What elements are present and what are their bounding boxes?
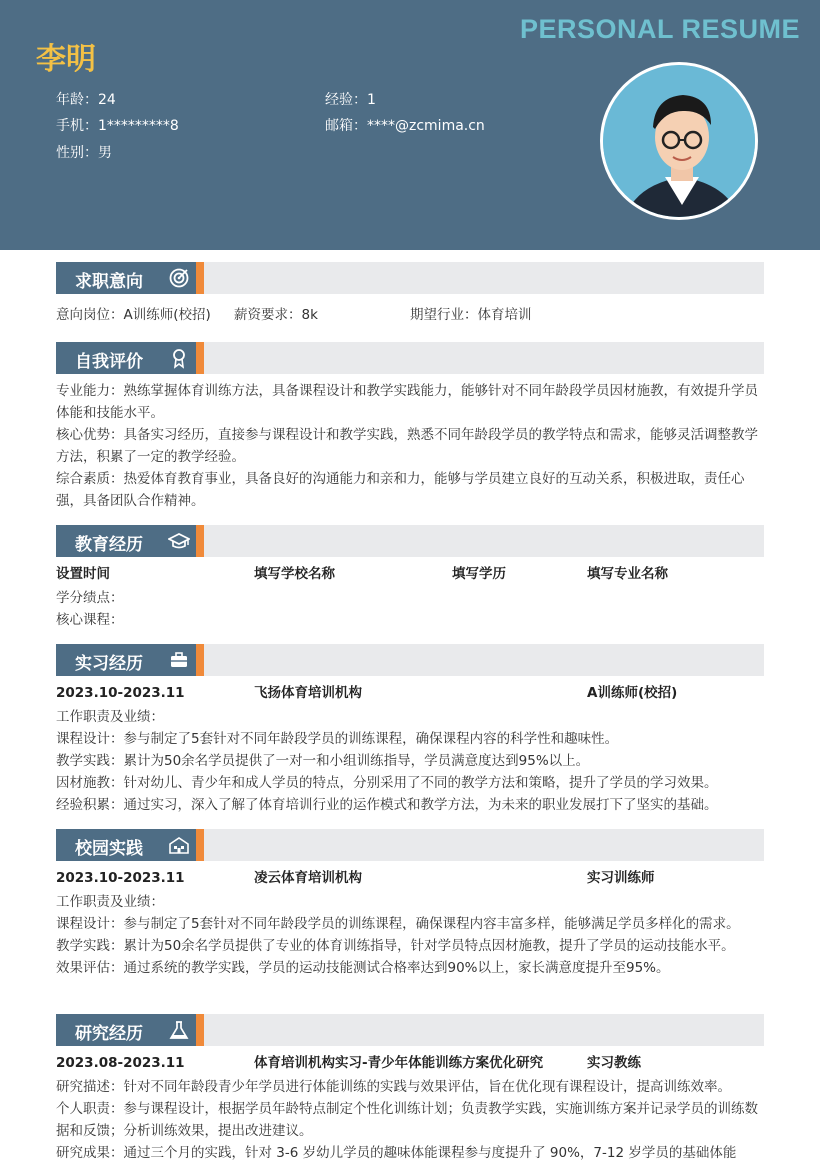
internship-details	[56, 706, 764, 816]
age-field: 年龄：24	[56, 92, 116, 108]
section-title: 教育经历	[75, 535, 143, 555]
education-details	[56, 587, 764, 631]
research-line: 研究成果：通过三个月的实践，针对 3-6 岁幼儿学员的趣味体能课程参与度提升了 90%，7-12 岁学员的基础体能	[56, 1145, 737, 1161]
campus-role: 实习训练师	[587, 870, 655, 886]
campus-organization: 凌云体育培训机构	[254, 870, 362, 886]
flask-icon	[168, 1019, 190, 1041]
graduation-cap-icon	[168, 530, 190, 552]
experience-field: 经验：1	[325, 92, 376, 108]
gender-field: 性别：男	[56, 145, 112, 161]
research-details	[56, 1076, 764, 1164]
internship-date: 2023.10-2023.11	[56, 685, 185, 701]
education-degree: 填写学历	[452, 566, 506, 582]
campus-details	[56, 891, 764, 979]
internship-line: 教学实践：累计为50余名学员提供了一对一和小组训练指导，学员满意度达到95%以上。	[56, 753, 590, 769]
self-evaluation-item: 综合素质：热爱体育教育事业，具备良好的沟通能力和亲和力，能够与学员建立良好的互动关系，积极进取，责任心强，具备团队合作精神。	[56, 471, 745, 509]
campus-line: 工作职责及业绩：	[56, 894, 164, 910]
email-field: 邮箱：****@zcmima.cn	[325, 118, 485, 134]
briefcase-icon	[168, 649, 190, 671]
accent-bar	[196, 829, 204, 861]
section-header-campus-practice	[56, 829, 764, 861]
section-header-job-intent	[56, 262, 764, 294]
section-title: 自我评价	[75, 352, 143, 372]
candidate-name: 李明	[36, 42, 96, 77]
self-evaluation-item: 专业能力：熟练掌握体育训练方法，具备课程设计和教学实践能力，能够针对不同年龄段学员因材施教，有效提升学员体能和技能水平。	[56, 383, 758, 421]
resume-header	[0, 0, 820, 250]
resume-brand-title: PERSONAL RESUME	[519, 14, 800, 44]
section-title: 求职意向	[75, 272, 143, 292]
section-title: 实习经历	[75, 654, 143, 674]
research-line: 研究描述：针对不同年龄段青少年学员进行体能训练的实践与效果评估，旨在优化现有课程设计，提高训练效率。	[56, 1079, 731, 1095]
research-role: 实习教练	[587, 1055, 641, 1071]
education-school: 填写学校名称	[254, 566, 335, 582]
accent-bar	[196, 1014, 204, 1046]
campus-date: 2023.10-2023.11	[56, 870, 185, 886]
self-evaluation-item: 核心优势：具备实习经历，直接参与课程设计和教学实践，熟悉不同年龄段学员的教学特点和需求，能够灵活调整教学方法，积累了一定的教学经验。	[56, 427, 758, 465]
intended-position: 意向岗位：A训练师(校招)	[56, 307, 211, 323]
section-header-self-evaluation	[56, 342, 764, 374]
campus-line: 课程设计：参与制定了5套针对不同年龄段学员的训练课程，确保课程内容丰富多样，能够满足学员多样化的需求。	[56, 916, 740, 932]
salary-requirement: 薪资要求：8k	[234, 307, 318, 323]
internship-organization: 飞扬体育培训机构	[254, 685, 362, 701]
internship-line: 经验积累：通过实习，深入了解了体育培训行业的运作模式和教学方法，为未来的职业发展打下了坚实的基础。	[56, 797, 718, 813]
avatar	[600, 62, 758, 220]
section-title: 校园实践	[75, 839, 143, 859]
core-courses-label: 核心课程：	[56, 612, 124, 628]
section-header-internship	[56, 644, 764, 676]
internship-role: A训练师(校招)	[587, 685, 678, 701]
section-title: 研究经历	[75, 1024, 143, 1044]
education-time: 设置时间	[56, 566, 110, 582]
accent-bar	[196, 342, 204, 374]
internship-line: 课程设计：参与制定了5套针对不同年龄段学员的训练课程，确保课程内容的科学性和趣味性。	[56, 731, 619, 747]
internship-line: 因材施教：针对幼儿、青少年和成人学员的特点，分别采用了不同的教学方法和策略，提升了学员的学习效果。	[56, 775, 718, 791]
internship-line: 工作职责及业绩：	[56, 709, 164, 725]
research-project: 体育培训机构实习-青少年体能训练方案优化研究	[254, 1055, 544, 1071]
school-icon	[168, 834, 190, 856]
education-major: 填写专业名称	[587, 566, 668, 582]
expected-industry: 期望行业：体育培训	[410, 307, 532, 323]
research-date: 2023.08-2023.11	[56, 1055, 185, 1071]
section-header-education	[56, 525, 764, 557]
section-header-research	[56, 1014, 764, 1046]
gpa-label: 学分绩点：	[56, 590, 124, 606]
research-line: 个人职责：参与课程设计，根据学员年龄特点制定个性化训练计划；负责教学实践，实施训练方案并记录学员的训练数据和反馈；分析训练效果，提出改进建议。	[56, 1101, 758, 1139]
campus-line: 教学实践：累计为50余名学员提供了专业的体育训练指导，针对学员特点因材施教，提升了学员的运动技能水平。	[56, 938, 735, 954]
accent-bar	[196, 644, 204, 676]
accent-bar	[196, 262, 204, 294]
award-icon	[168, 347, 190, 369]
self-evaluation-text	[56, 380, 764, 512]
target-icon	[168, 267, 190, 289]
campus-line: 效果评估：通过系统的教学实践，学员的运动技能测试合格率达到90%以上，家长满意度提升至95%。	[56, 960, 670, 976]
accent-bar	[196, 525, 204, 557]
phone-field: 手机：1*********8	[56, 118, 179, 134]
